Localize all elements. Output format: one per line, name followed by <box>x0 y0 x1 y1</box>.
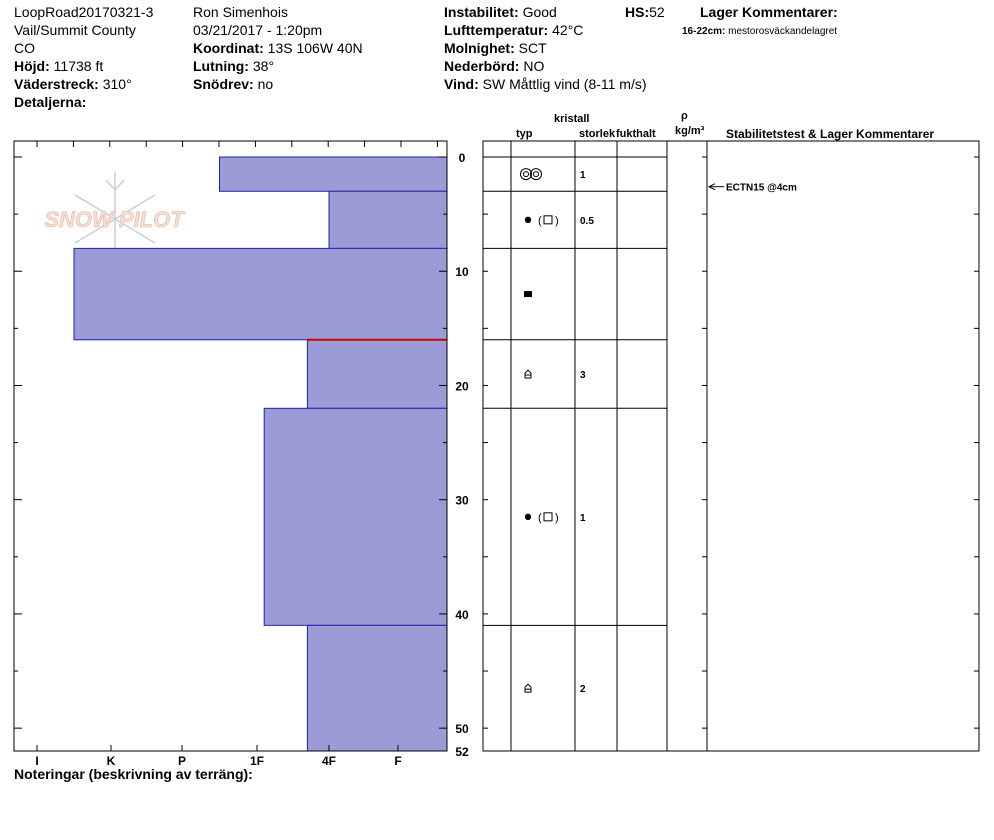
notes-label: Noteringar (beskrivning av terräng): <box>14 766 253 782</box>
depth-label: 0 <box>458 151 466 165</box>
grain-paren: ( <box>538 511 542 524</box>
col-type: typ <box>516 128 533 140</box>
pit-name: LoopRoad20170321-3 <box>14 4 154 20</box>
hardness-label-K: K <box>106 754 116 768</box>
depth-label: 40 <box>455 607 469 622</box>
depth-label: 52 <box>455 745 469 759</box>
grain-depth-hoar-icon <box>525 684 531 692</box>
hardness-label-1F: 1F <box>249 754 265 768</box>
grain-ring <box>524 172 529 177</box>
col-density: kg/m³ <box>675 125 705 137</box>
grain-rounds-faceted-icon <box>525 215 559 227</box>
watermark-text: SNOW PILOT <box>44 207 184 232</box>
hardness-layer-bar <box>307 340 447 409</box>
grain-size-label: 3 <box>580 370 586 382</box>
grain-square <box>544 216 552 224</box>
col-moisture: fukthalt <box>616 128 656 140</box>
datetime: 03/21/2017 - 1:20pm <box>193 22 323 38</box>
precipitation: Nederbörd: NO <box>444 58 545 74</box>
instability: Instabilitet: Good <box>444 4 557 20</box>
hardness-label-4F: 4F <box>321 754 337 768</box>
hardness-layer-bar <box>264 408 447 625</box>
grain-paren: ) <box>555 214 559 227</box>
hardness-layer-bar <box>220 157 448 191</box>
grain-size-label: 2 <box>580 684 586 696</box>
grain-size-label: 1 <box>580 512 586 524</box>
grain-depth-hoar-icon <box>525 370 531 378</box>
slope: Lutning: 38° <box>193 58 275 74</box>
snow-height: HS:52 <box>625 4 665 20</box>
coordinate: Koordinat: 13S 106W 40N <box>193 40 363 56</box>
grain-dot <box>525 514 531 520</box>
details-label: Detaljerna: <box>14 94 87 110</box>
grain-square <box>544 513 552 521</box>
layer-comment: 16-22cm: mestorosväckandelagret <box>682 26 838 37</box>
layer-comments-label: Lager Kommentarer: <box>700 4 838 20</box>
col-crystal: kristall <box>554 113 590 125</box>
grain-ring <box>521 169 532 180</box>
col-stability: Stabilitetstest & Lager Kommentarer <box>726 127 935 141</box>
layer-table-frame <box>483 141 979 751</box>
grain-hoar-shape <box>525 684 531 692</box>
depth-label: 20 <box>455 379 469 394</box>
col-size: storlek <box>579 128 616 140</box>
hardness-label-P: P <box>177 754 187 768</box>
grain-size-label: 1 <box>580 170 586 182</box>
grain-rounds-faceted-icon <box>525 512 559 524</box>
grain-dot <box>525 217 531 223</box>
observer: Ron Simenhois <box>193 4 288 20</box>
grain-paren: ) <box>555 511 559 524</box>
grain-ring <box>531 169 542 180</box>
state: CO <box>14 40 35 56</box>
depth-label: 10 <box>455 265 469 280</box>
location: Vail/Summit County <box>14 22 136 38</box>
hardness-label-I: I <box>35 754 39 768</box>
hardness-label-F: F <box>394 754 402 768</box>
grain-hoar-shape <box>525 370 531 378</box>
stability-test-label: ECTN15 @4cm <box>726 182 797 194</box>
hardness-layer-bar <box>329 191 447 248</box>
sky-cover: Molnighet: SCT <box>444 40 547 56</box>
grain-size-label: 0.5 <box>580 215 594 227</box>
elevation: Höjd: 11738 ft <box>14 58 104 74</box>
depth-label: 50 <box>455 722 469 737</box>
grain-melt-freeze-icon <box>524 291 532 297</box>
depth-label: 30 <box>455 493 469 508</box>
hardness-layer-bar <box>307 625 447 751</box>
drift: Snödrev: no <box>193 76 274 92</box>
grain-ring <box>534 172 539 177</box>
grain-block <box>524 291 532 297</box>
col-rho: ρ <box>681 110 688 122</box>
aspect: Väderstreck: 310° <box>14 76 132 92</box>
grain-rounds-double-icon <box>521 169 542 180</box>
grain-paren: ( <box>538 214 542 227</box>
air-temperature: Lufttemperatur: 42°C <box>444 22 584 38</box>
hardness-layer-bar <box>74 248 447 339</box>
wind: Vind: SW Måttlig vind (8-11 m/s) <box>444 76 647 92</box>
